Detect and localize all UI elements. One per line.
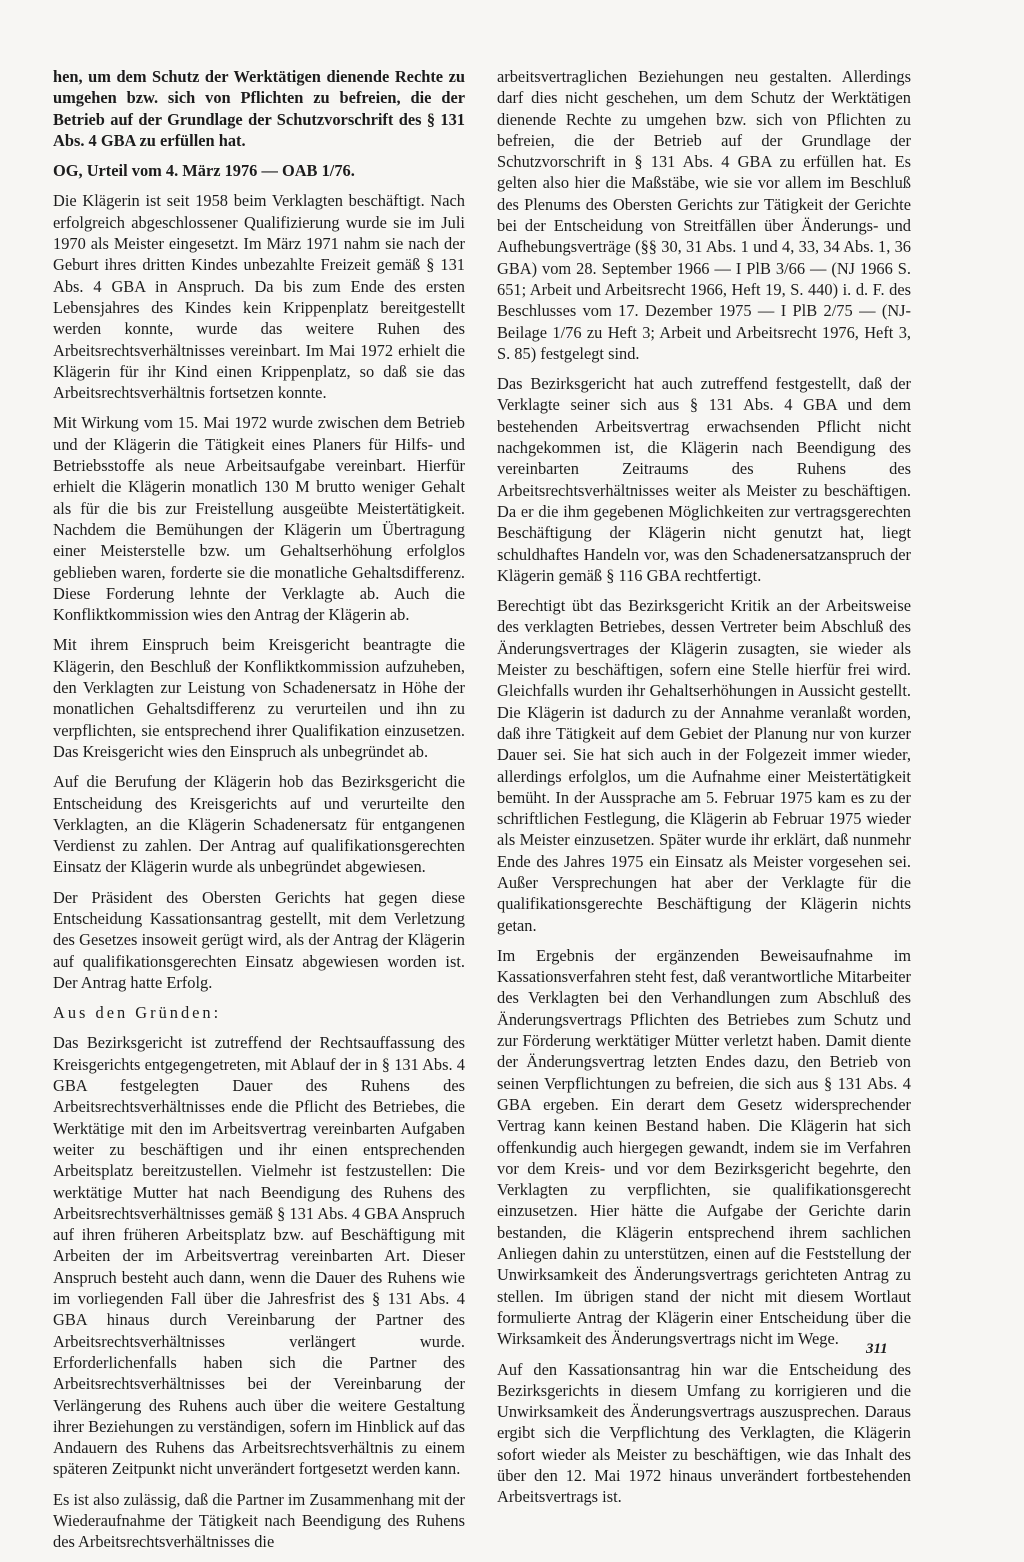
paragraph: Es ist also zulässig, daß die Partner im Zusammenhang mit der Wiederaufnahme der Tätigkeit nach Beendigung des Ruhens des Arbeitsrechtsverhältnisses die — [53, 1489, 465, 1552]
section-heading: Aus den Gründen: — [53, 1003, 222, 1023]
paragraph: Mit ihrem Einspruch beim Kreisgericht beantragte die Klägerin, den Beschluß der Konfliktkommission aufzuheben, den Verklagten zur Leistung von Schadenersatz in Höhe der monatlichen Gehaltsdifferenz zu verurteilen und ihn zu verpflichten, sie entsprechend ihrer Qualifikation einzusetzen. Das Kreisgericht wies den Einspruch als unbegründet ab. — [53, 635, 465, 761]
paragraph: arbeitsvertraglichen Beziehungen neu gestalten. Allerdings darf dies nicht geschehen, um dem Schutz der Werktätigen dienende Rechte zu umgehen bzw. sich von Pflichten zu befreien, die der Betrieb auf der Grundlage der Schutzvorschrift in § 131 Abs. 4 GBA zu erfüllen hat. Es gelten also hier die Maßstäbe, wie sie vor allem im Beschluß des Plenums des Obersten Gerichts zur Tätigkeit der Gerichte bei der Entscheidung von Streitfällen über Änderungs- und Aufhebungsverträge (§§ 30, 31 Abs. 1 und 4, 33, 34 Abs. 1, 36 GBA) vom 28. September 1966 — I PlB 3/66 — (NJ 1966 S. 651; Arbeit und Arbeitsrecht 1966, Heft 19, S. 440) i. d. F. des Beschlusses vom 17. Dezember 1975 — I PlB 2/75 — (NJ-Beilage 1/76 zu Heft 3; Arbeit und Arbeitsrecht 1976, Heft 3, S. 85) festgelegt sind. — [497, 67, 911, 363]
court-citation: OG, Urteil vom 4. März 1976 — OAB 1/76. — [53, 161, 355, 181]
paragraph: Das Bezirksgericht ist zutreffend der Rechtsauffassung des Kreisgerichts entgegengetreten, mit Ablauf der in § 131 Abs. 4 GBA festgelegten Dauer des Ruhens des Arbeitsrechtsverhältnisses ende die Pflicht des Betriebes, die Werktätige mit den im Arbeitsvertrag vereinbarten Aufgaben weiter zu beschäftigen und ihr einen entsprechenden Arbeitsplatz bereitzustellen. Vielmehr ist festzustellen: Die werktätige Mutter hat nach Beendigung des Ruhens des Arbeitsrechtsverhältnisses gemäß § 131 Abs. 4 GBA Anspruch auf ihren früheren Arbeitsplatz bzw. auf Beschäftigung mit Arbeiten der im Arbeitsvertrag vereinbarten Art. Dieser Anspruch besteht auch dann, wenn die Dauer des Ruhens wie im vorliegenden Fall über die Jahresfrist des § 131 Abs. 4 GBA hinaus durch Vereinbarung der Partner des Arbeitsrechtsverhältnisses verlängert wurde. Erforderlichenfalls haben sich die Partner des Arbeitsrechtsverhältnisses bei der Vereinbarung der Verlängerung des Ruhens auch über die weitere Gestaltung ihrer Beziehungen zu verständigen, sofern im Hinblick auf das Andauern des Ruhens das Arbeitsrechtsverhältnis zu einem späteren Zeitpunkt nicht unverändert fortgesetzt werden kann. — [53, 1033, 465, 1479]
paragraph: Im Ergebnis der ergänzenden Beweisaufnahme im Kassationsverfahren steht fest, daß verantwortliche Mitarbeiter des Verklagten bei den Verhandlungen zum Abschluß des Änderungsvertrags Pflichten des Betriebes zum Schutz und zur Förderung werktätiger Mütter verletzt haben. Damit diente der Änderungsvertrag letzten Endes dazu, den Betrieb von seinen Verpflichtungen zu befreien, die sich aus § 131 Abs. 4 GBA ergeben. Ein derart dem Gesetz widersprechender Vertrag kann keinen Bestand haben. Die Klägerin hat sich offenkundig auch hiergegen gewandt, indem sie im Verfahren vor dem Kreis- und vor dem Bezirksgericht begehrte, den Verklagten zu verpflichten, sie qualifikationsgerecht einzusetzen. Hier hätte die Aufgabe der Gerichte darin bestanden, die Klägerin entsprechend ihrem sachlichen Anliegen dahin zu unterstützen, einen auf die Feststellung der Unwirksamkeit des Änderungsvertrags gerichteten Antrag zu stellen. Im übrigen stand der nicht mit diesem Wortlaut formulierte Antrag der Klägerin einer Entscheidung über die Wirksamkeit des Änderungsvertrags nicht im Wege. — [497, 945, 911, 1349]
paragraph: Berechtigt übt das Bezirksgericht Kritik an der Arbeitsweise des verklagten Betriebes, dessen Vertreter beim Abschluß des Änderungsvertrages der Klägerin zusagten, sie wieder als Meister zu beschäftigen, sofern eine Stelle hierfür frei wird. Gleichfalls wurden ihr Gehaltserhöhungen in Aussicht gestellt. Die Klägerin ist dadurch zu der Annahme veranlaßt worden, daß ihre Tätigkeit auf dem Gebiet der Planung nur von kurzer Dauer sei. Sie hat sich auch in der Folgezeit immer wieder, allerdings erfolglos, um die Aufnahme einer Meistertätigkeit bemüht. In der Aussprache am 5. Februar 1975 kam es zu der schriftlichen Festlegung, die Klägerin ab Februar 1975 wieder als Meister einzusetzen. Später wurde ihr erklärt, daß nunmehr Ende des Jahres 1975 ein Einsatz als Meister vorgesehen sei. Außer Versprechungen hat aber der Verklagte für die qualifikationsgerechte Beschäftigung der Klägerin nichts getan. — [497, 596, 911, 935]
paragraph: Der Präsident des Obersten Gerichts hat gegen diese Entscheidung Kassationsantrag gestellt, mit dem Verletzung des Gesetzes insoweit gerügt wird, als der Antrag der Klägerin auf qualifikationsgerechten Einsatz abgewiesen worden ist. Der Antrag hatte Erfolg. — [53, 887, 465, 992]
right-column — [497, 66, 911, 1517]
paragraph: Das Bezirksgericht hat auch zutreffend festgestellt, daß der Verklagte seiner sich aus § 131 Abs. 4 GBA und dem bestehenden Arbeitsvertrag erwachsenden Pflicht nicht nachgekommen ist, die Klägerin nach Beendigung des vereinbarten Zeitraums des Ruhens des Arbeitsrechtsverhältnisses weiter als Meister zu beschäftigen. Da er die ihm gegebenen Möglichkeiten zur vertragsgerechten Beschäftigung der Klägerin nicht genutzt hat, liegt schuldhaftes Handeln vor, was den Schadenersatzanspruch der Klägerin gemäß § 116 GBA rechtfertigt. — [497, 374, 911, 585]
paragraph: Die Klägerin ist seit 1958 beim Verklagten beschäftigt. Nach erfolgreich abgeschlossener Qualifizierung wurde sie im Juli 1970 als Meister eingesetzt. Im März 1971 nahm sie nach der Geburt ihres dritten Kindes unbezahlte Freizeit gemäß § 131 Abs. 4 GBA in Anspruch. Da bis zum Ende des ersten Lebensjahres des Kindes kein Krippenplatz bereitgestellt werden konnte, wurde das weitere Ruhen des Arbeitsrechtsverhältnisses vereinbart. Im Mai 1972 erhielt die Klägerin für ihr Kind einen Krippenplatz, so daß sie das Arbeitsrechtsverhältnis fortsetzen konnte. — [53, 191, 465, 403]
paragraph: Auf die Berufung der Klägerin hob das Bezirksgericht die Entscheidung des Kreisgerichts auf und verurteilte den Verklagten, an die Klägerin Schadenersatz für entgangenen Verdienst zu zahlen. Der Antrag auf qualifikationsgerechten Einsatz der Klägerin wurde als unbegründet abgewiesen. — [53, 772, 465, 877]
paragraph: Auf den Kassationsantrag hin war die Entscheidung des Bezirksgerichts in diesem Umfang zu korrigieren und die Unwirksamkeit des Änderungsvertrags auszusprechen. Daraus ergibt sich die Verpflichtung des Verklagten, die Klägerin sofort wieder als Meister zu beschäftigen, wie das Inhalt des über den 12. Mai 1972 hinaus unverändert fortbestehenden Arbeitsvertrags ist. — [497, 1359, 911, 1507]
left-column — [53, 66, 465, 1562]
paragraph: Mit Wirkung vom 15. Mai 1972 wurde zwischen dem Betrieb und der Klägerin die Tätigkeit eines Planers für Hilfs- und Betriebsstoffe als neue Arbeitsaufgabe vereinbart. Hierfür erhielt die Klägerin monatlich 130 M brutto weniger Gehalt als für die bis zur Freistellung ausgeübte Meistertätigkeit. Nachdem die Bemühungen der Klägerin um Übertragung einer Meisterstelle bzw. um Gehaltserhöhung erfolglos geblieben waren, forderte sie die monatliche Gehaltsdifferenz. Diese Forderung lehnte der Verklagte ab. Auch die Konfliktkommission wies den Antrag der Klägerin ab. — [53, 413, 465, 625]
headnote: hen, um dem Schutz der Werktätigen dienende Rechte zu umgehen bzw. sich von Pflichten zu befreien, die der Betrieb auf der Grundlage der Schutzvorschrift des § 131 Abs. 4 GBA zu erfüllen hat. — [53, 67, 465, 150]
page-number: 311 — [866, 1341, 888, 1357]
